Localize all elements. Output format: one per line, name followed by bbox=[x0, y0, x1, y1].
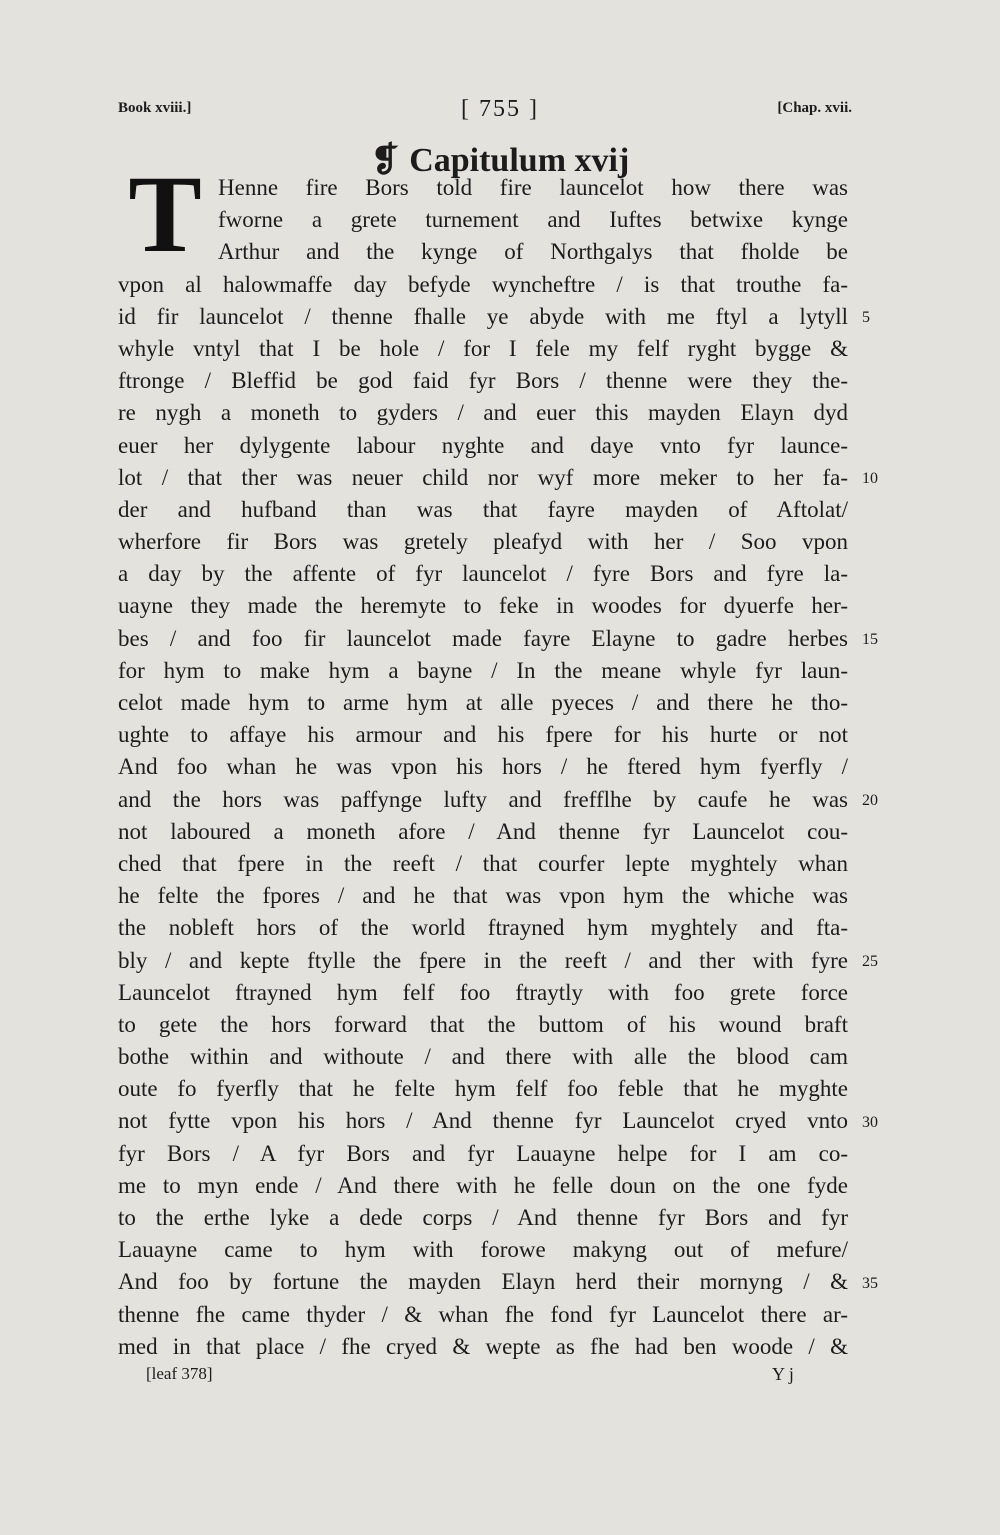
text-line: thenne fhe came thyder / & whan fhe fond fyr Launcelot there ar- bbox=[118, 1301, 848, 1327]
text-line: oute fo fyerfly that he felte hym felf foo feble that he myghte bbox=[118, 1076, 848, 1102]
line-number: 15 bbox=[862, 630, 878, 648]
signature-mark: Y j bbox=[772, 1364, 794, 1384]
text-line: the nobleft hors of the world ftrayned hym myghtely and fta- bbox=[118, 915, 848, 941]
text-line: fworne a grete turnement and Iuftes betwixe kynge bbox=[218, 207, 848, 233]
text-line: der and hufband than was that fayre mayden of Aftolat/ bbox=[118, 496, 848, 522]
book-number: Book xviii.] bbox=[118, 100, 192, 116]
text-line: ftronge / Bleffid be god faid fyr Bors / thenne were they the- bbox=[118, 368, 848, 394]
text-line: ched that fpere in the reeft / that courfer lepte myghtely whan bbox=[118, 850, 848, 876]
text-line: Arthur and the kynge of Northgalys that fholde be bbox=[218, 239, 848, 265]
body-text bbox=[118, 172, 848, 1363]
text-line: lot / that ther was neuer child nor wyf more meker to her fa- bbox=[118, 464, 848, 490]
chapter-title: Capitulum xvij bbox=[409, 142, 630, 179]
page-number: [ 755 ] bbox=[461, 96, 539, 122]
line-number: 10 bbox=[862, 469, 878, 487]
text-line: to the erthe lyke a dede corps / And thenne fyr Bors and fyr bbox=[118, 1205, 848, 1230]
text-line: re nygh a moneth to gyders / and euer this mayden Elayn dyd bbox=[118, 400, 848, 426]
text-line: id fir launcelot / thenne fhalle ye abyde with me ftyl a lytyll bbox=[118, 303, 848, 329]
line-number: 25 bbox=[862, 952, 878, 970]
line-number: 35 bbox=[862, 1274, 878, 1292]
text-line: not laboured a moneth afore / And thenne fyr Launcelot cou- bbox=[118, 818, 848, 844]
text-line: ughte to affaye his armour and his fpere for his hurte or not bbox=[118, 722, 848, 748]
text-line: vpon al halowmaffe day befyde wyncheftre / is that trouthe fa- bbox=[118, 271, 848, 297]
text-line: and the hors was paffynge lufty and frefflhe by caufe he was bbox=[118, 786, 848, 812]
line-number: 30 bbox=[862, 1113, 878, 1131]
text-line: for hym to make hym a bayne / In the meane whyle fyr laun- bbox=[118, 657, 848, 683]
text-line: to gete the hors forward that the buttom of his wound braft bbox=[118, 1011, 848, 1037]
text-line: whyle vntyl that I be hole / for I fele my felf ryght bygge & bbox=[118, 335, 848, 361]
text-line: a day by the affente of fyr launcelot / fyre Bors and fyre la- bbox=[118, 561, 848, 587]
text-line: And foo by fortune the mayden Elayn herd their mornyng / & bbox=[118, 1269, 848, 1295]
text-line: And foo whan he was vpon his hors / he ftered hym fyerfly / bbox=[118, 754, 848, 780]
text-line: bes / and foo fir launcelot made fayre Elayne to gadre herbes bbox=[118, 625, 848, 651]
leaf-reference: [leaf 378] bbox=[146, 1364, 213, 1383]
text-line: bothe within and withoute / and there with alle the blood cam bbox=[118, 1044, 848, 1070]
text-line: not fytte vpon his hors / And thenne fyr Launcelot cryed vnto bbox=[118, 1108, 848, 1134]
line-number: 20 bbox=[862, 791, 878, 809]
chapter-reference: [Chap. xvii. bbox=[777, 100, 852, 116]
text-line: he felte the fpores / and he that was vpon hym the whiche was bbox=[118, 883, 848, 909]
text-line: me to myn ende / And there with he felle doun on the one fyde bbox=[118, 1172, 848, 1198]
text-line: bly / and kepte ftylle the fpere in the reeft / and ther with fyre bbox=[118, 947, 848, 973]
text-line: euer her dylygente labour nyghte and daye vnto fyr launce- bbox=[118, 432, 848, 458]
drop-cap: T bbox=[128, 153, 202, 275]
text-line: med in that place / fhe cryed & wepte as fhe had ben woode / & bbox=[118, 1333, 848, 1359]
text-line: Lauayne came to hym with forowe makyng out of mefure/ bbox=[118, 1237, 848, 1263]
paragraph-mark-icon: ❡ bbox=[370, 142, 400, 179]
line-number: 5 bbox=[862, 308, 870, 326]
text-line: uayne they made the heremyte to feke in woodes for dyuerfe her- bbox=[118, 593, 848, 619]
text-line: wherfore fir Bors was gretely pleafyd with her / Soo vpon bbox=[118, 529, 848, 555]
text-line: Henne fire Bors told fire launcelot how there was bbox=[218, 175, 848, 200]
text-line: fyr Bors / A fyr Bors and fyr Lauayne helpe for I am co- bbox=[118, 1140, 848, 1166]
text-line: Launcelot ftrayned hym felf foo ftraytly with foo grete force bbox=[118, 979, 848, 1005]
text-line: celot made hym to arme hym at alle pyeces / and there he tho- bbox=[118, 690, 848, 715]
